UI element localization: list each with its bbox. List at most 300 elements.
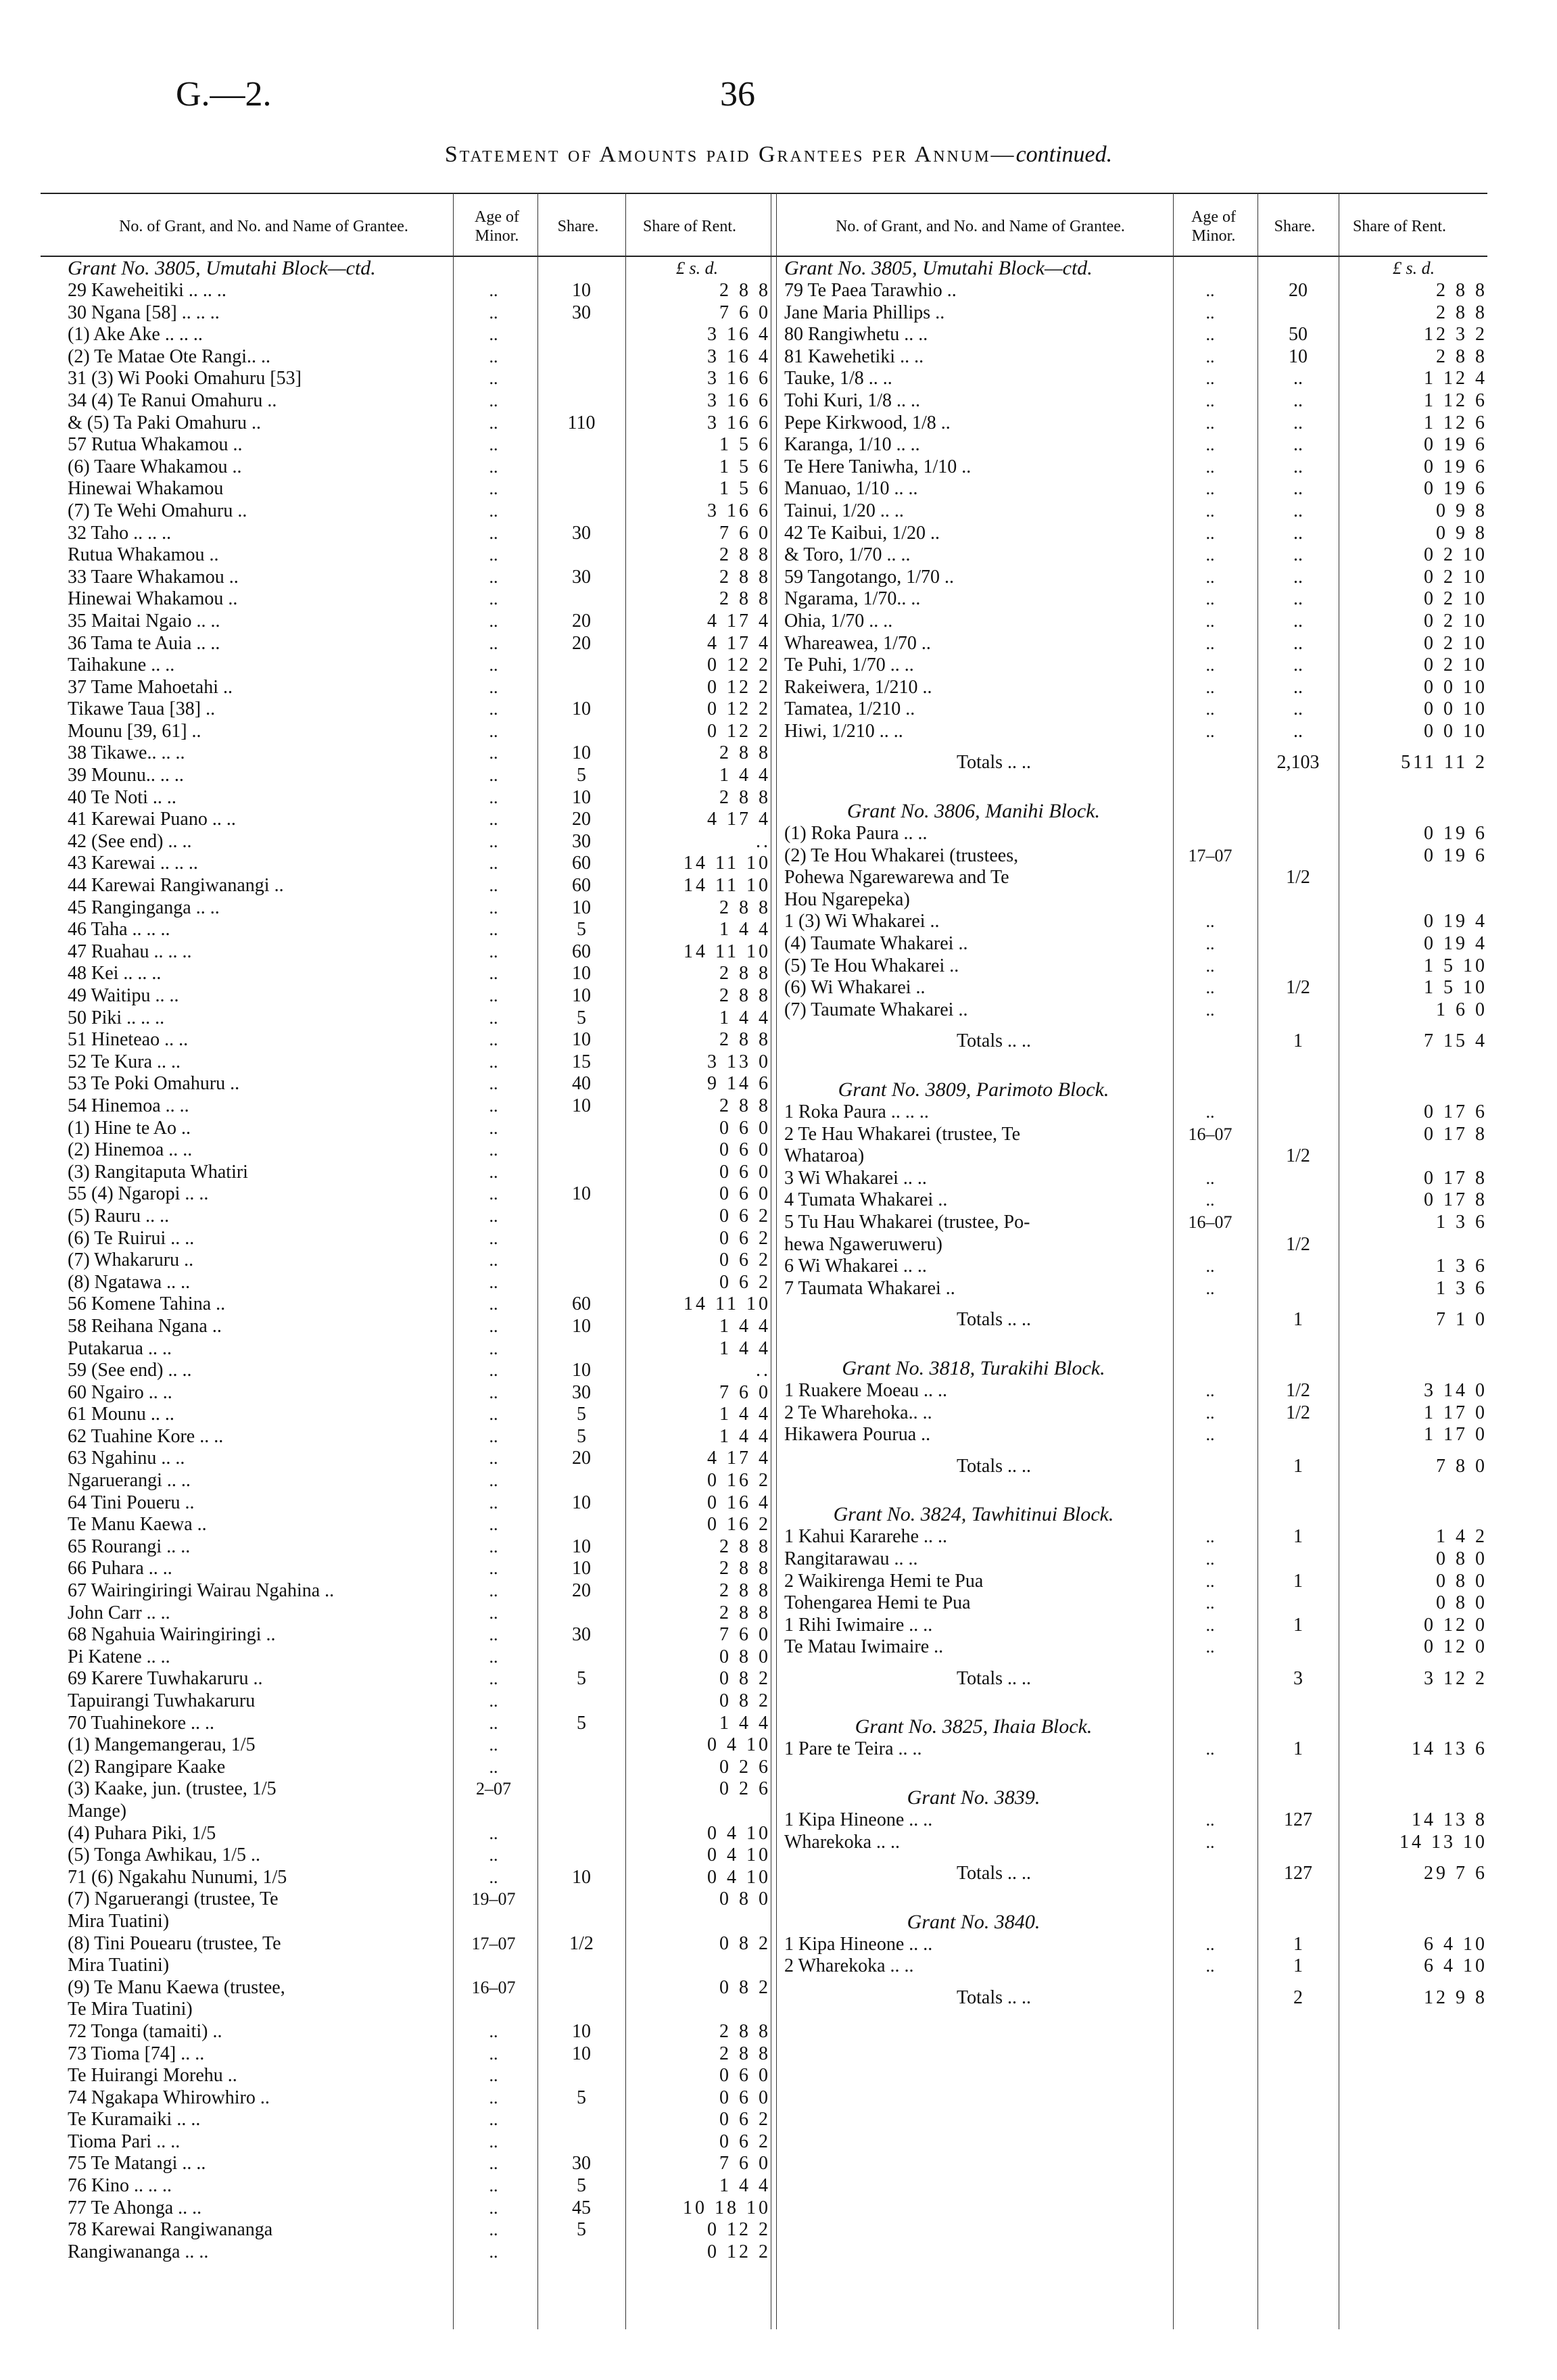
- cell-share: 5: [577, 1404, 586, 1425]
- cell-age: ..: [1205, 1402, 1215, 1423]
- cell-name: Totals .. ..: [956, 1863, 1032, 1884]
- cell-name: Rutua Whakamou ..: [68, 544, 219, 566]
- table-row: [784, 1189, 1487, 1212]
- cell-age: ..: [1205, 390, 1215, 410]
- page-header: [0, 74, 1557, 115]
- table-row: [784, 1256, 1487, 1278]
- cell-share: 10: [572, 1095, 591, 1116]
- cell-age: ..: [489, 2176, 498, 2196]
- cell-rent: 2 8 8: [719, 1095, 771, 1116]
- cell-rent: 4 17 4: [707, 610, 771, 632]
- cell-rent: 1 5 6: [719, 434, 771, 456]
- cell-age: ..: [1205, 1956, 1215, 1976]
- cell-name: (7) Whakaruru ..: [68, 1250, 194, 1271]
- table-row: [784, 1124, 1487, 1146]
- table-row: [68, 1823, 771, 1845]
- totals-row: [784, 1309, 1487, 1331]
- table-row: [784, 500, 1487, 523]
- cell-rent: 0 16 2: [707, 1514, 771, 1536]
- cell-name: Totals .. ..: [956, 1309, 1032, 1331]
- cell-name: Te Matau Iwimaire ..: [784, 1636, 944, 1658]
- cell-rent: 7 6 0: [719, 522, 771, 544]
- cell-rent: 2 8 8: [719, 786, 771, 808]
- cell-share: ..: [1293, 676, 1303, 698]
- cell-rent: 0 9 8: [1436, 522, 1487, 544]
- cell-rent: 0 8 0: [719, 1646, 771, 1667]
- cell-name: (1) Roka Paura .. ..: [784, 823, 928, 844]
- cell-age: ..: [489, 1581, 498, 1601]
- cell-rent: 0 6 2: [719, 1250, 771, 1271]
- table-row: [784, 911, 1487, 933]
- cell-rent: 0 2 6: [719, 1778, 771, 1800]
- group-title: Grant No. 3809, Parimoto Block.: [838, 1078, 1109, 1101]
- cell-share: 45: [572, 2197, 591, 2218]
- cell-name: 3 Wi Whakarei .. ..: [784, 1167, 927, 1189]
- cell-age: ..: [489, 523, 498, 543]
- table-row: [68, 919, 771, 941]
- cell-age: ..: [489, 2066, 498, 2086]
- right-table: [784, 257, 1487, 2009]
- cell-name: 36 Tama te Auia .. ..: [68, 632, 220, 654]
- cell-share: ..: [1293, 412, 1303, 433]
- group-spacer: [784, 1331, 1487, 1357]
- cell-name: Hikawera Pourua ..: [784, 1424, 931, 1446]
- table-row: [68, 1338, 771, 1360]
- cell-age: ..: [489, 699, 498, 719]
- cell-rent: 14 11 10: [684, 1293, 771, 1315]
- cell-age: ..: [1205, 1739, 1215, 1759]
- cell-age: ..: [489, 2087, 498, 2108]
- cell-name: (5) Rauru .. ..: [68, 1205, 170, 1227]
- table-row: [68, 346, 771, 368]
- left-table: [68, 257, 771, 2263]
- cell-name: (4) Taumate Whakarei ..: [784, 933, 968, 955]
- cell-age: 17–07: [1188, 845, 1232, 865]
- cell-rent: 0 17 8: [1424, 1189, 1487, 1211]
- cell-share: ..: [1293, 720, 1303, 742]
- cell-name: 68 Ngahuia Wairingiringi ..: [68, 1624, 276, 1646]
- cell-name: (7) Taumate Whakarei ..: [784, 999, 968, 1020]
- right-col-share-header: Share.: [1274, 218, 1316, 235]
- cell-name: 33 Taare Whakamou ..: [68, 566, 239, 588]
- cell-name: Whareawea, 1/70 ..: [784, 632, 931, 654]
- cell-age: ..: [1205, 721, 1215, 741]
- table-row: [68, 1183, 771, 1206]
- cell-rent: 1 4 4: [719, 765, 771, 786]
- cell-age: ..: [489, 1735, 498, 1755]
- cell-name: Hinewai Whakamou: [68, 478, 224, 500]
- cell-rent: 14 11 10: [684, 853, 771, 874]
- cell-age: ..: [489, 346, 498, 366]
- cell-name: 47 Ruahau .. .. ..: [68, 941, 192, 962]
- table-row: [68, 1580, 771, 1602]
- cell-name: 49 Waitipu .. ..: [68, 985, 179, 1006]
- cell-name: Wharekoka .. ..: [784, 1831, 901, 1853]
- cell-name: 60 Ngairo .. ..: [68, 1381, 172, 1403]
- cell-rent: 0 2 10: [1424, 654, 1487, 676]
- cell-age: ..: [489, 479, 498, 499]
- cell-rent: 14 13 8: [1412, 1809, 1487, 1831]
- cell-name: (1) Mangemangerau, 1/5: [68, 1734, 256, 1756]
- cell-rent: 1 4 4: [719, 1315, 771, 1337]
- cell-rent: 12 9 8: [1424, 1987, 1487, 2009]
- table-row: [784, 1234, 1487, 1256]
- cell-rent: 2 8 8: [719, 742, 771, 764]
- cell-share: 5: [577, 1668, 586, 1690]
- cell-age: ..: [489, 281, 498, 300]
- cell-name: Hinewai Whakamou ..: [68, 588, 238, 610]
- table-row: [68, 1933, 771, 1955]
- cell-age: ..: [1205, 611, 1215, 631]
- cell-age: ..: [1205, 1810, 1215, 1830]
- table-row: [784, 523, 1487, 545]
- cell-age: ..: [1205, 412, 1215, 433]
- cell-name: 64 Tini Poueru ..: [68, 1492, 195, 1513]
- cell-age: ..: [489, 1558, 498, 1579]
- cell-age: ..: [489, 743, 498, 763]
- cell-rent: 1 6 0: [1436, 999, 1487, 1020]
- cell-age: ..: [489, 1382, 498, 1402]
- cell-age: ..: [489, 1360, 498, 1381]
- cell-name: (4) Puhara Piki, 1/5: [68, 1822, 216, 1844]
- currency-header: £ s. d.: [676, 258, 719, 278]
- table-row: [68, 633, 771, 655]
- table-row: [68, 897, 771, 920]
- cell-age: ..: [1205, 633, 1215, 653]
- cell-rent: 1 4 4: [719, 919, 771, 941]
- cell-rent: 3 13 0: [707, 1051, 771, 1072]
- cell-age: ..: [489, 765, 498, 786]
- cell-name: 44 Karewai Rangiwanangi ..: [68, 875, 284, 897]
- table-row: [68, 1073, 771, 1095]
- cell-name: 37 Tame Mahoetahi ..: [68, 676, 233, 698]
- cell-name: 2 Waikirenga Hemi te Pua: [784, 1570, 984, 1592]
- cell-share: ..: [1293, 434, 1303, 456]
- cell-rent: 0 2 10: [1424, 588, 1487, 610]
- cell-name: 79 Te Paea Tarawhio ..: [784, 280, 957, 301]
- cell-name: Ohia, 1/70 .. ..: [784, 610, 893, 632]
- cell-age: ..: [1205, 589, 1215, 609]
- cell-age: ..: [489, 1492, 498, 1513]
- table-row: [784, 933, 1487, 955]
- cell-share: 110: [567, 412, 596, 433]
- cell-rent: 2 8 8: [719, 2043, 771, 2064]
- cell-name: 2 Wharekoka .. ..: [784, 1955, 914, 1977]
- cell-share: 10: [572, 1183, 591, 1205]
- cell-name: Totals .. ..: [956, 752, 1032, 774]
- cell-name: 41 Karewai Puano .. ..: [68, 809, 236, 830]
- totals-row: [784, 752, 1487, 774]
- table-row: [68, 1492, 771, 1515]
- cell-rent: 0 6 0: [719, 2065, 771, 2087]
- table-row: [784, 889, 1487, 911]
- cell-rent: 1 4 4: [719, 2175, 771, 2197]
- table-row: [784, 1278, 1487, 1300]
- table-row: [68, 1426, 771, 1448]
- cell-rent: 0 8 2: [719, 1932, 771, 1954]
- cell-name: 29 Kaweheitiki .. .. ..: [68, 280, 226, 301]
- table-row: [784, 1809, 1487, 1832]
- cell-age: ..: [489, 1074, 498, 1094]
- cell-name: 34 (4) Te Ranui Omahuru ..: [68, 389, 277, 411]
- cell-name: Ngaruerangi .. ..: [68, 1470, 191, 1492]
- cell-rent: 0 0 10: [1424, 676, 1487, 698]
- cell-name: Rakeiwera, 1/210 ..: [784, 676, 932, 698]
- cell-rent: 14 13 6: [1412, 1738, 1487, 1760]
- cell-name: 62 Tuahine Kore .. ..: [68, 1425, 224, 1447]
- cell-rent: 0 8 0: [719, 1888, 771, 1910]
- cell-rent: 1 4 4: [719, 1425, 771, 1447]
- cell-share: ..: [1293, 522, 1303, 544]
- cell-rent: 7 1 0: [1436, 1309, 1487, 1331]
- cell-name: (5) Tonga Awhikau, 1/5 ..: [68, 1844, 261, 1866]
- cell-name: 6 Wi Whakarei .. ..: [784, 1256, 927, 1277]
- cell-rent: 10 18 10: [683, 2197, 771, 2218]
- table-row: [784, 1145, 1487, 1168]
- table-row: [68, 456, 771, 479]
- table-row: [68, 2087, 771, 2110]
- cell-rent: 0 2 10: [1424, 632, 1487, 654]
- cell-rent: 0 8 2: [719, 1690, 771, 1711]
- table-row: [68, 853, 771, 875]
- cell-name: & Toro, 1/70 .. ..: [784, 544, 911, 566]
- table-row: [784, 1738, 1487, 1761]
- cell-age: ..: [1205, 655, 1215, 675]
- cell-rent: 2 8 8: [719, 1558, 771, 1579]
- cell-name: 52 Te Kura .. ..: [68, 1051, 181, 1072]
- table-row: [68, 1382, 771, 1404]
- cell-age: ..: [1205, 934, 1215, 954]
- cell-age: ..: [489, 677, 498, 697]
- table-row: [784, 302, 1487, 325]
- cell-name: Hiwi, 1/210 .. ..: [784, 720, 903, 742]
- cell-name: Totals .. ..: [956, 1987, 1032, 2009]
- cell-share: ..: [1293, 588, 1303, 610]
- cell-rent: 0 6 0: [719, 1183, 771, 1205]
- cell-age: ..: [489, 325, 498, 345]
- cell-rent: 7 15 4: [1424, 1030, 1487, 1052]
- cell-share: 1/2: [569, 1932, 594, 1954]
- cell-age: ..: [489, 1228, 498, 1248]
- table-row: [68, 412, 771, 435]
- cell-name: 1 Kahui Kararehe .. ..: [784, 1526, 948, 1548]
- cell-age: ..: [489, 655, 498, 675]
- cell-name: 48 Kei .. .. ..: [68, 963, 162, 984]
- group-title: Grant No. 3805, Umutahi Block—ctd. £ s. d.: [784, 257, 1435, 279]
- table-row: [68, 1206, 771, 1228]
- table-row: [784, 867, 1487, 889]
- cell-share: 30: [572, 2153, 591, 2174]
- table-row: [68, 1999, 771, 2021]
- cell-age: ..: [1205, 325, 1215, 345]
- cell-share: 30: [572, 302, 591, 323]
- cell-age: ..: [489, 368, 498, 389]
- cell-share: 15: [572, 1051, 591, 1072]
- table-row: [68, 1029, 771, 1051]
- cell-age: ..: [489, 1471, 498, 1491]
- table-row: [784, 390, 1487, 412]
- cell-name: Tioma Pari .. ..: [68, 2131, 181, 2152]
- table-row: [784, 588, 1487, 611]
- cell-rent: 0 12 2: [707, 676, 771, 698]
- table-row: [68, 1690, 771, 1713]
- cell-age: ..: [489, 1669, 498, 1689]
- cell-age: ..: [489, 589, 498, 609]
- cell-share: 20: [572, 809, 591, 830]
- cell-age: ..: [1205, 1934, 1215, 1954]
- cell-name: 59 Tangotango, 1/70 ..: [784, 566, 955, 588]
- table-row: [68, 1977, 771, 1999]
- cell-rent: 0 19 6: [1424, 478, 1487, 500]
- table-row: [784, 1832, 1487, 1854]
- table-row: [68, 2043, 771, 2066]
- cell-name: 42 Te Kaibui, 1/20 ..: [784, 522, 940, 544]
- cell-rent: 4 17 4: [707, 1448, 771, 1469]
- cell-name: 63 Ngahinu .. ..: [68, 1448, 185, 1469]
- cell-name: 5 Tu Hau Whakarei (trustee, Po-: [784, 1211, 1030, 1233]
- table-row: [68, 1118, 771, 1140]
- cell-share: 1: [1293, 1455, 1303, 1477]
- table-row: [68, 1844, 771, 1867]
- table-row: [68, 1713, 771, 1735]
- cell-rent: 1 12 6: [1424, 412, 1487, 433]
- group-title: Grant No. 3839.: [907, 1786, 1040, 1809]
- group-title: Grant No. 3825, Ihaia Block.: [855, 1715, 1093, 1738]
- table-row: [68, 2153, 771, 2175]
- cell-name: 69 Karere Tuwhakaruru ..: [68, 1668, 263, 1690]
- cell-name: 75 Te Matangi .. ..: [68, 2153, 206, 2174]
- cell-age: ..: [1205, 1190, 1215, 1210]
- cell-age: ..: [1205, 368, 1215, 389]
- table-row: [784, 1934, 1487, 1956]
- cell-share: 1: [1293, 1738, 1303, 1760]
- cell-age: ..: [489, 1162, 498, 1182]
- cell-name: 1 Kipa Hineone .. ..: [784, 1933, 933, 1955]
- table-row: [68, 280, 771, 302]
- cell-share: 5: [577, 2219, 586, 2241]
- table-row: [68, 1470, 771, 1492]
- table-row: [784, 478, 1487, 500]
- cell-age: ..: [489, 1095, 498, 1116]
- table-row: [68, 985, 771, 1007]
- cell-age: ..: [1205, 1380, 1215, 1400]
- cell-share: 10: [1289, 346, 1308, 367]
- table-row: [784, 1402, 1487, 1425]
- table-row: [68, 721, 771, 743]
- cell-name: 50 Piki .. .. ..: [68, 1007, 165, 1028]
- cell-name: Tamatea, 1/210 ..: [784, 698, 915, 720]
- cell-name: 72 Tonga (tamaiti) ..: [68, 2020, 222, 2042]
- cell-rent: 3 16 6: [707, 500, 771, 521]
- cell-age: ..: [489, 2110, 498, 2130]
- cell-rent: 0 12 2: [707, 2241, 771, 2262]
- cell-name: (3) Rangitaputa Whatiri: [68, 1161, 248, 1183]
- table-row: [68, 368, 771, 390]
- left-col-age-header: Age of Minor.: [475, 208, 519, 245]
- cell-rent: 0 6 2: [719, 2131, 771, 2152]
- cell-rent: 0 17 8: [1424, 1123, 1487, 1145]
- cell-share: ..: [1293, 544, 1303, 566]
- cell-name: Pi Katene .. ..: [68, 1646, 170, 1667]
- cell-age: ..: [489, 1250, 498, 1270]
- cell-share: 1: [1293, 1614, 1303, 1636]
- left-col-name-header: No. of Grant, and No. and Name of Grantee.: [119, 218, 408, 235]
- cell-share: 30: [572, 1381, 591, 1403]
- cell-share: 20: [1289, 280, 1308, 301]
- cell-age: ..: [489, 853, 498, 874]
- cell-rent: 4 17 4: [707, 632, 771, 654]
- cell-age: ..: [489, 721, 498, 741]
- cell-age: 16–07: [1188, 1124, 1232, 1144]
- cell-share: 5: [577, 2175, 586, 2197]
- cell-rent: 7 6 0: [719, 1624, 771, 1646]
- title-continued: continued.: [1015, 142, 1113, 167]
- cell-age: ..: [489, 1051, 498, 1072]
- cell-rent: 0 8 0: [1436, 1548, 1487, 1569]
- cell-age: ..: [489, 1140, 498, 1160]
- cell-share: 10: [572, 963, 591, 984]
- cell-age: ..: [1205, 1637, 1215, 1657]
- cell-age: ..: [489, 920, 498, 940]
- cell-age: ..: [1205, 1102, 1215, 1122]
- totals-row: [784, 1668, 1487, 1690]
- cell-rent: ..: [756, 1360, 771, 1381]
- cell-rent: 2 8 8: [719, 544, 771, 566]
- cell-rent: 1 12 6: [1424, 389, 1487, 411]
- table-row: [68, 1624, 771, 1646]
- statement-title: [0, 142, 1557, 168]
- table-row: [784, 721, 1487, 743]
- right-col-name-header: No. of Grant, and No. and Name of Grantee.: [836, 218, 1125, 235]
- cell-name: (7) Te Wehi Omahuru ..: [68, 500, 247, 521]
- cell-name: Te Manu Kaewa ..: [68, 1514, 207, 1536]
- cell-name: Jane Maria Phillips ..: [784, 302, 945, 323]
- table-row: [784, 346, 1487, 368]
- cell-name: 45 Ranginganga .. ..: [68, 897, 220, 918]
- cell-name: 54 Hinemoa .. ..: [68, 1095, 189, 1116]
- cell-age: ..: [489, 1757, 498, 1777]
- table-row: [68, 742, 771, 765]
- cell-name: Rangiwananga .. ..: [68, 2241, 209, 2262]
- currency-header: £ s. d.: [1393, 258, 1435, 278]
- cell-rent: 2 8 8: [719, 897, 771, 918]
- table-row: [68, 1558, 771, 1580]
- table-row: [784, 1101, 1487, 1124]
- cell-age: ..: [489, 611, 498, 631]
- table-row: [68, 588, 771, 611]
- cell-name: 42 (See end) .. ..: [68, 830, 192, 852]
- cell-share: 1: [1293, 1955, 1303, 1977]
- cell-rent: 29 7 6: [1424, 1863, 1487, 1884]
- cell-share: 1: [1293, 1570, 1303, 1592]
- table-row: [784, 280, 1487, 302]
- cell-age: ..: [1205, 435, 1215, 455]
- table-row: [784, 977, 1487, 999]
- right-col-rent-header: Share of Rent.: [1353, 218, 1446, 235]
- cell-name: 32 Taho .. .. ..: [68, 522, 172, 544]
- cell-share: 30: [572, 830, 591, 852]
- table-row: [68, 2197, 771, 2220]
- table-row: [68, 654, 771, 677]
- table-row: [68, 434, 771, 456]
- cell-rent: 0 19 6: [1424, 823, 1487, 844]
- table-row: [68, 941, 771, 963]
- cell-share: 10: [572, 1492, 591, 1513]
- cell-rent: 1 17 0: [1424, 1402, 1487, 1423]
- cell-rent: 1 12 4: [1424, 368, 1487, 389]
- cell-rent: 0 9 8: [1436, 500, 1487, 521]
- cell-share: 60: [572, 875, 591, 897]
